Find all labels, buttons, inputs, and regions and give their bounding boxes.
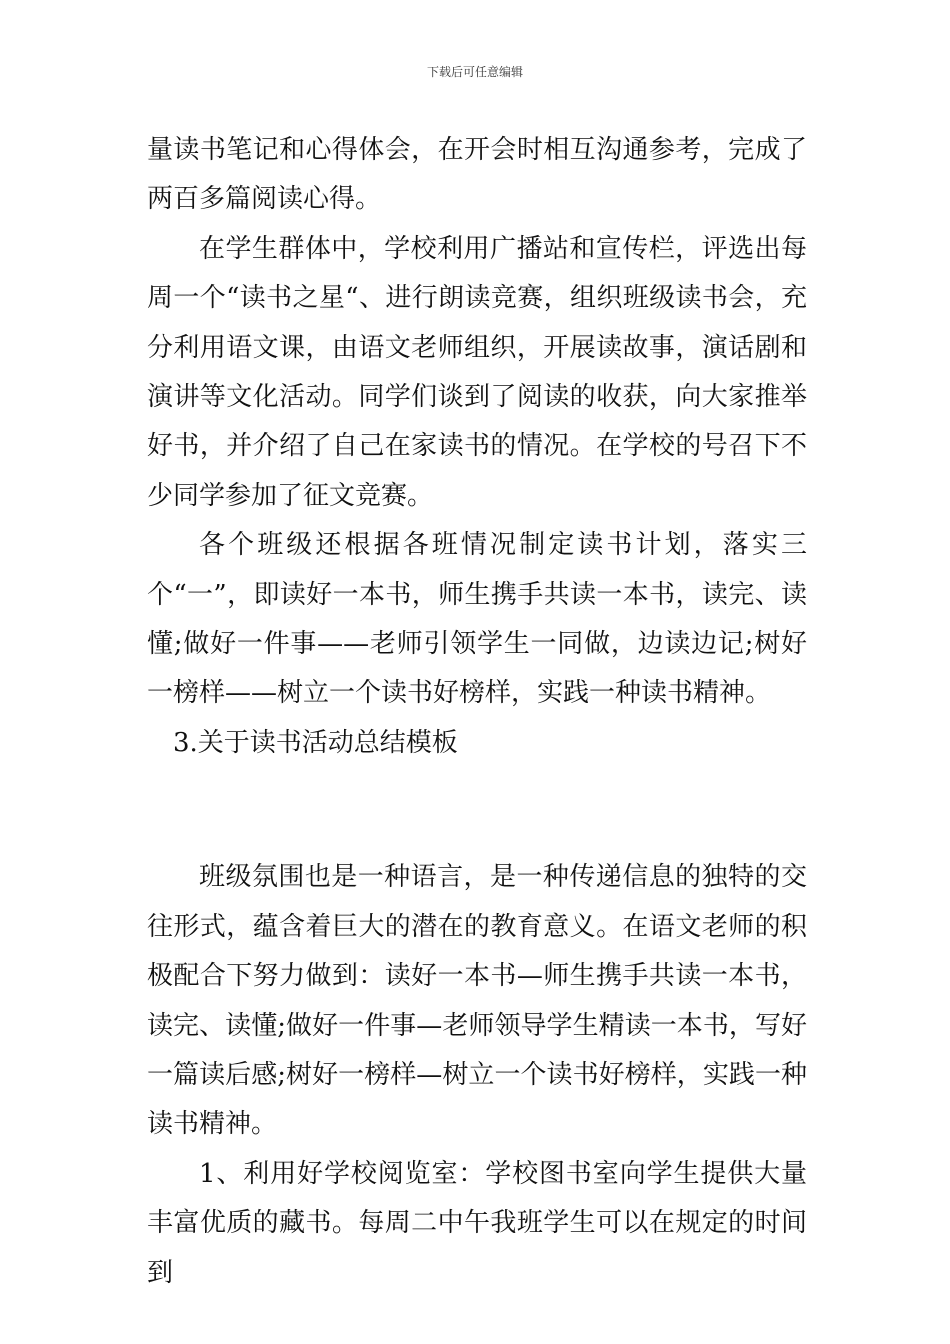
section-heading: 3.关于读书活动总结模板: [173, 727, 458, 758]
paragraph-2: 在学生群体中，学校利用广播站和宣传栏，评选出每周一个“读书之星“、进行朗读竞赛，组织班级读书会，充分利用语文课，由语文老师组织，开展读故事，演话剧和演讲等文化活动。同学们谈到了阅读的收获，向大家推举好书，并介绍了自己在家读书的情况。在学校的号召下不少同学参加了征文竞赛。: [147, 233, 807, 511]
page-header: 下载后可任意编辑: [426, 65, 523, 79]
paragraph-3: 各个班级还根据各班情况制定读书计划，落实三个“一”，即读好一本书，师生携手共读一本书，读完、读懂;做好一件事——老师引领学生一同做，边读边记;树好一榜样——树立一个读书好榜样，实践一种读书精神。: [147, 530, 807, 709]
section-gap: [147, 768, 807, 853]
paragraph-1: 量读书笔记和心得体会，在开会时相互沟通参考，完成了两百多篇阅读心得。: [147, 135, 807, 215]
paragraph-5: 1、利用好学校阅览室：学校图书室向学生提供大量丰富优质的藏书。每周二中午我班学生可以在规定的时间到: [147, 1158, 807, 1288]
document-body: [147, 126, 807, 1298]
paragraph-4: 班级氛围也是一种语言，是一种传递信息的独特的交往形式，蕴含着巨大的潜在的教育意义。在语文老师的积极配合下努力做到：读好一本书—师生携手共读一本书，读完、读懂;做好一件事—老师领导学生精读一本书，写好一篇读后感;树好一榜样—树立一个读书好榜样，实践一种读书精神。: [147, 862, 807, 1140]
